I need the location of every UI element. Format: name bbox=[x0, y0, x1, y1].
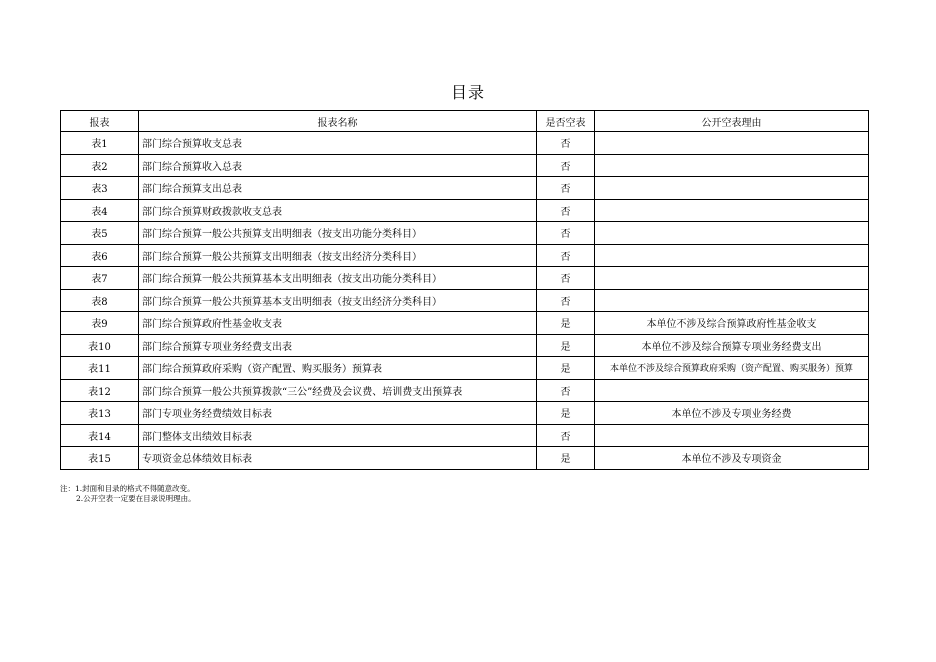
table-row bbox=[61, 289, 869, 312]
row-empty: 否 bbox=[537, 177, 595, 200]
row-no: 表6 bbox=[61, 244, 139, 267]
row-reason bbox=[595, 379, 869, 402]
table-row bbox=[61, 132, 869, 155]
row-empty: 否 bbox=[537, 199, 595, 222]
row-empty: 否 bbox=[537, 379, 595, 402]
row-reason bbox=[595, 154, 869, 177]
row-reason bbox=[595, 244, 869, 267]
footnote-2: 2.公开空表一定要在目录说明理由。 bbox=[76, 494, 196, 503]
row-empty: 是 bbox=[537, 357, 595, 380]
row-no: 表7 bbox=[61, 267, 139, 290]
footnotes bbox=[60, 484, 196, 504]
row-name: 部门综合预算财政拨款收支总表 bbox=[139, 199, 537, 222]
table-row bbox=[61, 379, 869, 402]
row-name: 部门综合预算收支总表 bbox=[139, 132, 537, 155]
row-reason bbox=[595, 267, 869, 290]
row-empty: 否 bbox=[537, 289, 595, 312]
table-header-row bbox=[61, 111, 869, 132]
row-reason: 本单位不涉及综合预算政府采购（资产配置、购买服务）预算 bbox=[595, 357, 869, 380]
row-empty: 否 bbox=[537, 132, 595, 155]
row-no: 表14 bbox=[61, 424, 139, 447]
row-reason bbox=[595, 289, 869, 312]
table-row bbox=[61, 199, 869, 222]
row-name: 部门综合预算一般公共预算支出明细表（按支出功能分类科目） bbox=[139, 222, 537, 245]
row-reason: 本单位不涉及专项资金 bbox=[595, 447, 869, 470]
row-name: 部门综合预算政府性基金收支表 bbox=[139, 312, 537, 335]
row-empty: 是 bbox=[537, 402, 595, 425]
row-name: 部门综合预算一般公共预算基本支出明细表（按支出功能分类科目） bbox=[139, 267, 537, 290]
row-empty: 否 bbox=[537, 244, 595, 267]
row-no: 表5 bbox=[61, 222, 139, 245]
row-no: 表4 bbox=[61, 199, 139, 222]
table-row bbox=[61, 244, 869, 267]
table-row bbox=[61, 154, 869, 177]
table-row bbox=[61, 447, 869, 470]
row-no: 表15 bbox=[61, 447, 139, 470]
row-no: 表13 bbox=[61, 402, 139, 425]
row-empty: 是 bbox=[537, 312, 595, 335]
row-reason bbox=[595, 222, 869, 245]
table-row bbox=[61, 424, 869, 447]
row-name: 部门综合预算专项业务经费支出表 bbox=[139, 334, 537, 357]
row-name: 部门综合预算一般公共预算基本支出明细表（按支出经济分类科目） bbox=[139, 289, 537, 312]
row-name: 专项资金总体绩效目标表 bbox=[139, 447, 537, 470]
row-name: 部门综合预算一般公共预算拨款“三公”经费及会议费、培训费支出预算表 bbox=[139, 379, 537, 402]
row-name: 部门综合预算支出总表 bbox=[139, 177, 537, 200]
row-name: 部门综合预算收入总表 bbox=[139, 154, 537, 177]
row-reason: 本单位不涉及综合预算专项业务经费支出 bbox=[595, 334, 869, 357]
row-reason bbox=[595, 132, 869, 155]
row-name: 部门专项业务经费绩效目标表 bbox=[139, 402, 537, 425]
row-no: 表11 bbox=[61, 357, 139, 380]
catalog-table bbox=[60, 110, 869, 470]
row-empty: 否 bbox=[537, 424, 595, 447]
table-row bbox=[61, 177, 869, 200]
table-body bbox=[61, 132, 869, 470]
footnote-1: 注：1.封面和目录的格式不得随意改变。 bbox=[60, 484, 195, 493]
page-title: 目录 bbox=[450, 83, 485, 102]
row-reason bbox=[595, 199, 869, 222]
table-row bbox=[61, 267, 869, 290]
header-empty: 是否空表 bbox=[537, 111, 595, 132]
row-reason: 本单位不涉及综合预算政府性基金收支 bbox=[595, 312, 869, 335]
header-reason: 公开空表理由 bbox=[595, 111, 869, 132]
row-reason bbox=[595, 424, 869, 447]
header-no: 报表 bbox=[61, 111, 139, 132]
row-no: 表2 bbox=[61, 154, 139, 177]
row-name: 部门综合预算一般公共预算支出明细表（按支出经济分类科目） bbox=[139, 244, 537, 267]
row-no: 表3 bbox=[61, 177, 139, 200]
row-reason: 本单位不涉及专项业务经费 bbox=[595, 402, 869, 425]
header-name: 报表名称 bbox=[139, 111, 537, 132]
row-no: 表10 bbox=[61, 334, 139, 357]
row-reason bbox=[595, 177, 869, 200]
table-row bbox=[61, 334, 869, 357]
row-empty: 是 bbox=[537, 334, 595, 357]
row-no: 表12 bbox=[61, 379, 139, 402]
row-no: 表8 bbox=[61, 289, 139, 312]
table-row bbox=[61, 402, 869, 425]
row-empty: 是 bbox=[537, 447, 595, 470]
row-empty: 否 bbox=[537, 267, 595, 290]
row-empty: 否 bbox=[537, 154, 595, 177]
row-name: 部门整体支出绩效目标表 bbox=[139, 424, 537, 447]
row-name: 部门综合预算政府采购（资产配置、购买服务）预算表 bbox=[139, 357, 537, 380]
table-row bbox=[61, 222, 869, 245]
row-no: 表1 bbox=[61, 132, 139, 155]
table-row bbox=[61, 312, 869, 335]
row-empty: 否 bbox=[537, 222, 595, 245]
table-row bbox=[61, 357, 869, 380]
row-no: 表9 bbox=[61, 312, 139, 335]
